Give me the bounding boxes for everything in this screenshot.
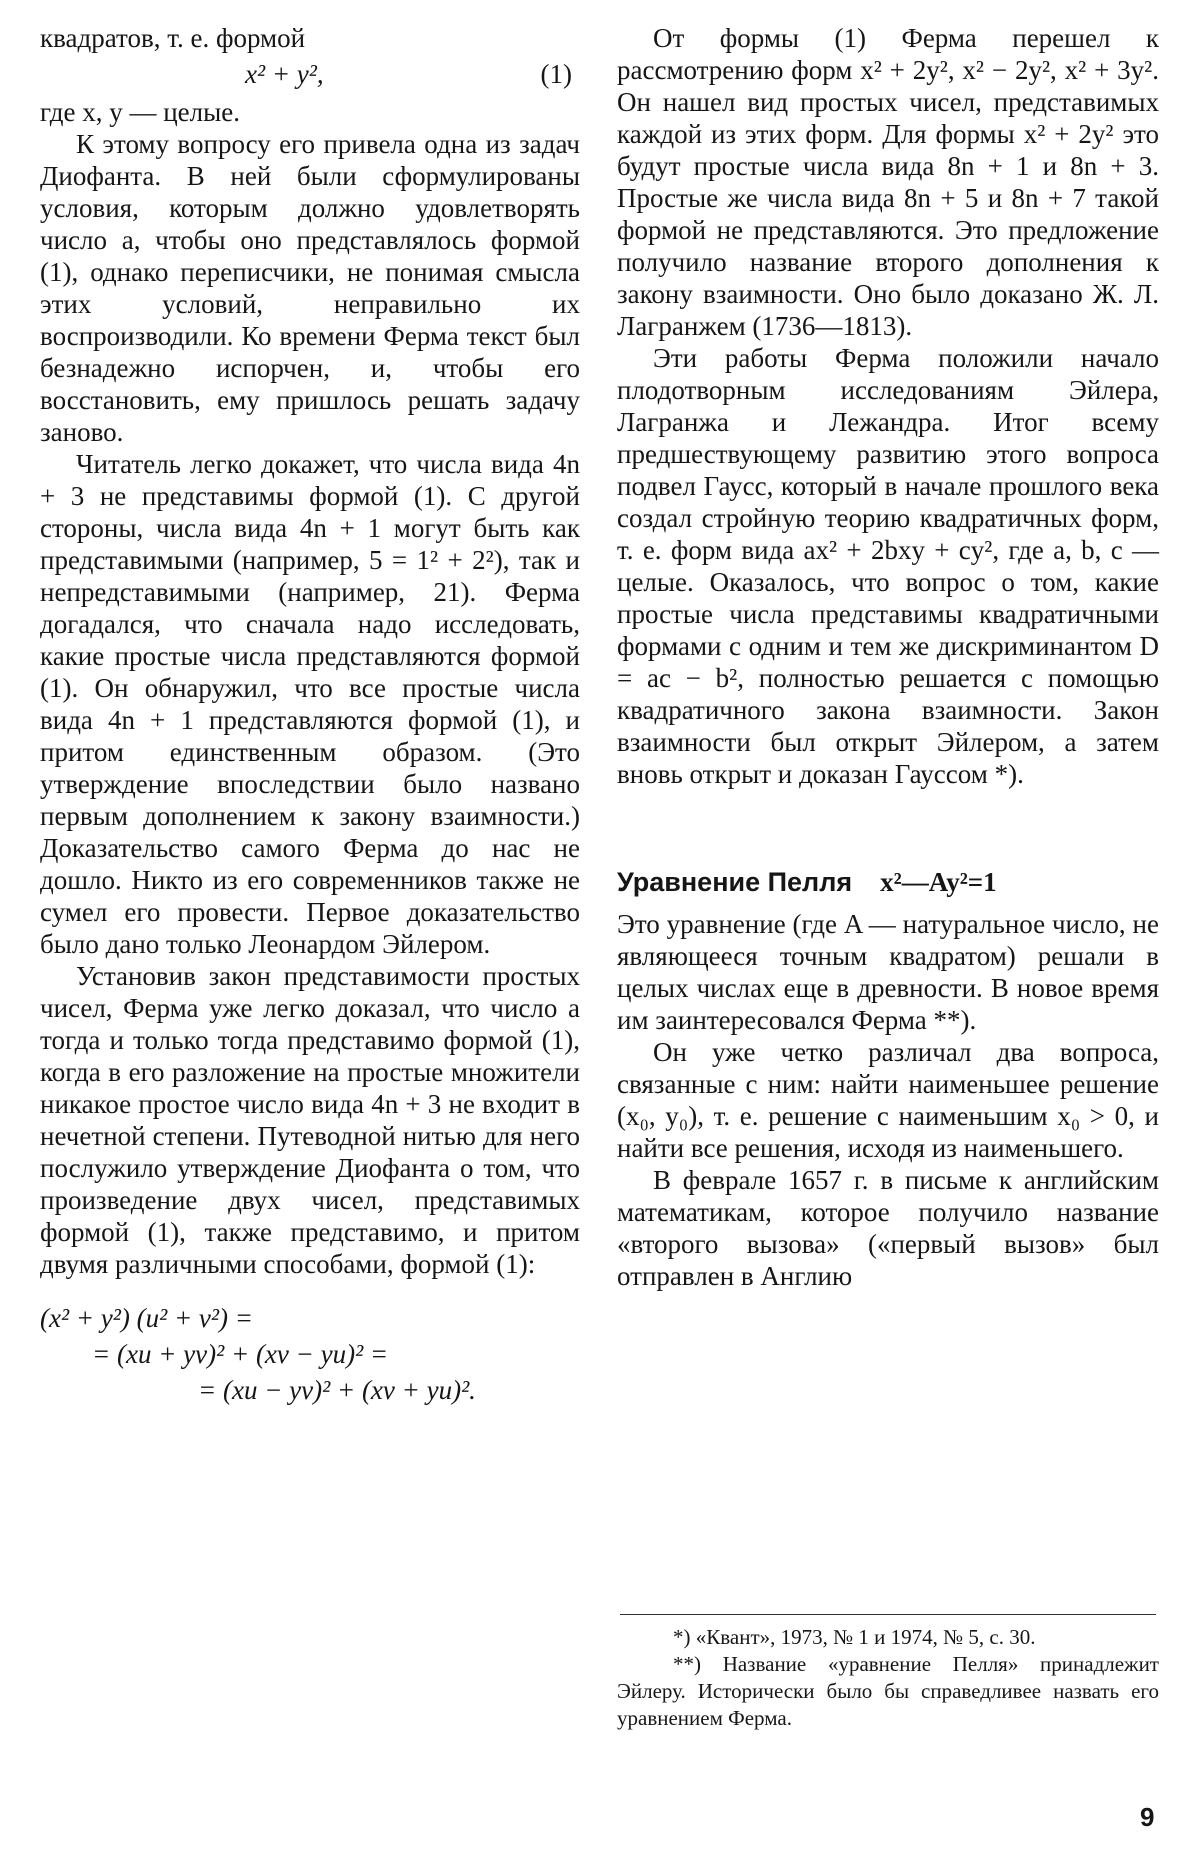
paragraph-diophantus: К этому вопросу его привела одна из задач Диофанта. В ней были сформулированы условия, которым должно удовлетворять число a, чтобы оно представлялось формой (1), однако переписчики, не понимая смысла этих условий, неправильно их воспроизводили. Ко времени Ферма текст был безнадежно испорчен, и, чтобы его восстановить, ему пришлось решать задачу заново. [40,129,580,447]
footnotes [617,1624,1159,1732]
paragraph-gauss: Эти работы Ферма положили начало плодотворным исследованиям Эйлера, Лагранжа и Лежандра. Итог всему предшествующему развитию этого вопроса подвел Гаусс, который в начале прошлого века создал стройную теорию квадратичных форм, т. е. форм вида ax² + 2bxy + cy², где a, b, c — целые. Оказалось, что вопрос о том, какие простые числа представимы квадратичными формами с одним и тем же дискриминантом D = ac − b², полностью решается с помощью квадратичного закона взаимности. Закон взаимности был открыт Эйлером, а затем вновь открыт и доказан Гауссом *). [617,343,1159,789]
identity-line-1: (x² + y²) (u² + v²) = [40,1303,253,1333]
identity-line-2: = (xu + yv)² + (xv − yu)² = [92,1339,389,1369]
heading-title: Уравнение Пелля [617,867,853,897]
paragraph-representability: Читатель легко докажет, что числа вида 4n + 3 не представимы формой (1). С другой стороны, числа вида 4n + 1 могут быть как представимыми (например, 5 = 1² + 2²), так и непредставимыми (например, 21). Ферма догадался, что сначала надо исследовать, какие простые числа представляются формой (1). Он обнаружил, что все простые числа вида 4n + 1 представляются формой (1), и притом единственным образом. (Это утверждение впоследствии было названо первым дополнением к закону взаимности.) Доказательство самого Ферма до нас не дошло. Никто из его современников также не сумел его провести. Первое доказательство было дано только Леонардом Эйлером. [40,449,580,959]
footnote-2: **) Название «уравнение Пелля» принадлежит Эйлеру. Исторически было бы справедливее назвать его уравнением Ферма. [617,1652,1159,1730]
section-heading [617,866,1159,898]
identity-line-3: = (xu − yv)² + (xv + yu)². [198,1375,476,1405]
formula-number: (1) [540,59,572,89]
intro-line: квадратов, т. е. формой [40,23,306,53]
footnote-1: *) «Квант», 1973, № 1 и 1974, № 5, с. 30. [673,1625,1036,1649]
paragraph-pell-intro: Это уравнение (где A — натуральное число, не являющееся точным квадратом) решали в целых числах еще в древности. В новое время им заинтересовался Ферма **). [617,909,1159,1035]
footnote-divider [620,1614,1156,1615]
heading-formula: x²—Ay²=1 [880,867,997,897]
paragraph-pell-challenge: В феврале 1657 г. в письме к английским математикам, которое получило название «второго вызова» («первый вызов» был отправлен в Англию [617,1165,1159,1291]
product-identity [40,1300,580,1408]
paragraph-law: Установив закон представимости простых чисел, Ферма уже легко доказал, что число a тогда и только тогда представимо формой (1), когда в его разложение на простые множители никакое простое число вида 4n + 3 не входит в нечетной степени. Путеводной нитью для него послужило утверждение Диофанта о том, что произведение двух чисел, представимых формой (1), также представимо, и притом двумя различными способами, формой (1): [40,961,580,1279]
left-column [40,22,580,1408]
paragraph-forms: От формы (1) Ферма перешел к рассмотрению форм x² + 2y², x² − 2y², x² + 3y². Он нашел вид простых чисел, представимых каждой из этих форм. Для формы x² + 2y² это будут простые числа вида 8n + 1 и 8n + 3. Простые же числа вида 8n + 5 и 8n + 7 такой формой не представляются. Это предложение получило название второго дополнения к закону взаимности. Оно было доказано Ж. Л. Лагранжем (1736—1813). [617,23,1159,341]
formula-expression: x² + y², [245,59,324,89]
paragraph-pell-questions: Он уже четко различал два вопроса, связанные с ним: найти наименьшее решение (x₀, y₀), т. е. решение с наименьшим x₀ > 0, и найти все решения, исходя из наименьшего. [617,1037,1159,1163]
right-column [617,22,1159,1292]
where-line: где x, y — целые. [40,97,240,127]
page-number: 9 [1140,1802,1155,1832]
formula-1 [40,54,580,96]
